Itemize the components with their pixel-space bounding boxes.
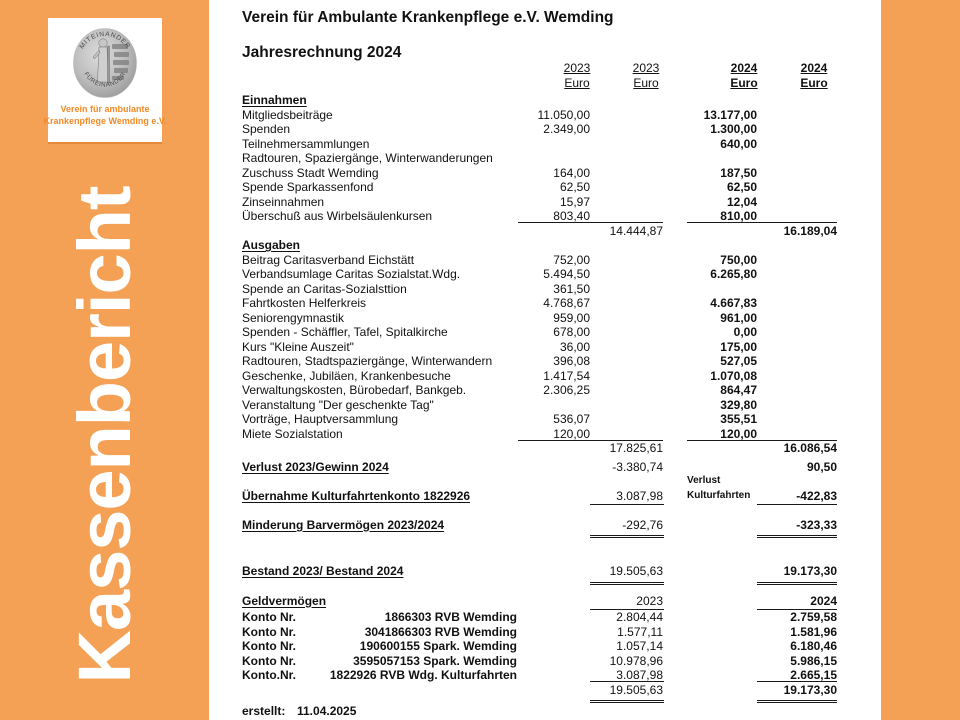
row-label: Minderung Barvermögen 2023/2024 [242, 517, 445, 532]
row-label: Spende an Caritas-Sozialsttion [242, 281, 407, 296]
amount-c3: 120,00 [720, 426, 757, 441]
amount-c4: 6.180,46 [790, 639, 837, 653]
amount-c3: 1.070,08 [710, 368, 757, 383]
table-row [209, 253, 881, 268]
table-row [209, 325, 881, 340]
row-label: Beitrag Caritasverband Eichstätt [242, 252, 415, 267]
unit-label: Euro [730, 75, 758, 90]
amount-c4: 2.665,15 [790, 668, 837, 682]
amount-c4: 19.173,30 [783, 564, 837, 578]
amount-c1: 2.349,00 [543, 122, 590, 136]
table-row [209, 564, 881, 579]
amount-c4: -323,33 [796, 517, 837, 532]
table-row [209, 224, 881, 239]
amount-c2: 2.804,44 [616, 610, 663, 624]
report-sheet [209, 0, 881, 720]
row-label: Mitgliedsbeiträge [242, 107, 333, 122]
right-orange-band [881, 0, 960, 720]
table-row [209, 267, 881, 282]
amount-c2: 3.087,98 [616, 488, 663, 503]
amount-c3: 13.177,00 [703, 107, 757, 122]
table-row [209, 683, 881, 698]
account-number: 3041866303 RVB Wemding [364, 624, 517, 639]
sum-rule [590, 582, 664, 585]
row-label: Übernahme Kulturfahrtenkonto 1822926 [242, 488, 471, 503]
table-row [209, 137, 881, 152]
amount-c2: 10.978,96 [609, 653, 663, 668]
sum-rule [518, 440, 663, 441]
sum-rule [757, 681, 837, 682]
amount-c4: 1.581,96 [790, 624, 837, 639]
year-label: 2023 [632, 61, 660, 75]
row-label: Verwaltungskosten, Bürobedarf, Bankgeb. [242, 383, 467, 397]
table-row [209, 441, 881, 456]
account-number: 1866303 RVB Wemding [384, 610, 517, 624]
account-number: 190600155 Spark. Wemding [359, 639, 517, 653]
report-title: Jahresrechnung 2024 [242, 44, 402, 61]
organization-title: Verein für Ambulante Krankenpflege e.V. Wemding [242, 9, 614, 26]
created-label: erstellt: [242, 703, 286, 718]
sum-rule [757, 504, 837, 505]
row-label: Miete Sozialstation [242, 426, 343, 441]
amount-c2: 17.825,61 [609, 441, 663, 455]
row-label: Spenden [242, 122, 291, 136]
sum-rule [518, 222, 663, 223]
amount-c1: 36,00 [559, 339, 590, 354]
table-row [209, 460, 881, 475]
column-headers [209, 61, 881, 91]
amount-c2: 14.444,87 [609, 223, 663, 238]
table-row [209, 369, 881, 384]
amount-c1: 5.494,50 [543, 267, 590, 281]
amount-c1: 361,50 [553, 281, 590, 296]
amount-c1: 62,50 [559, 180, 590, 194]
logo-org-name [43, 104, 166, 127]
table-row [209, 340, 881, 355]
amount-c1: 803,40 [553, 209, 590, 223]
table-row [209, 238, 881, 253]
amount-c2: 3.087,98 [616, 668, 663, 682]
row-label: Radtouren, Spaziergänge, Winterwanderungen [242, 151, 493, 165]
year-label: 2024 [800, 61, 828, 75]
row-label: Konto Nr. [242, 624, 296, 639]
amount-c1: 15,97 [559, 194, 590, 209]
sum-rule [590, 681, 664, 682]
table-row [209, 654, 881, 669]
table-row [209, 594, 881, 609]
row-label: Radtouren, Stadtspaziergänge, Winterwandern [242, 354, 493, 368]
medal-logo-icon [72, 26, 138, 100]
sum-rule [687, 222, 837, 223]
row-label: Veranstaltung "Der geschenkte Tag" [242, 397, 434, 412]
table-row [209, 180, 881, 195]
amount-c1: 4.768,67 [543, 296, 590, 310]
amount-c3: 527,05 [720, 354, 757, 368]
amount-c1: 120,00 [553, 426, 590, 441]
row-label: Bestand 2023/ Bestand 2024 [242, 564, 404, 578]
left-orange-band [0, 0, 209, 720]
amount-c1: 396,08 [553, 354, 590, 368]
amount-c3: 355,51 [720, 412, 757, 426]
sum-rule [757, 535, 837, 538]
amount-c2: 19.505,63 [609, 564, 663, 578]
unit-label: Euro [633, 75, 659, 90]
amount-c3: 62,50 [726, 180, 757, 194]
row-label: Überschuß aus Wirbelsäulenkursen [242, 209, 433, 223]
table-row [209, 383, 881, 398]
row-label: Einnahmen [242, 93, 307, 107]
row-label: Spenden - Schäffler, Tafel, Spitalkirche [242, 325, 448, 339]
note-line1: Verlust [687, 475, 721, 486]
amount-c1: 959,00 [553, 310, 590, 325]
row-label: Ausgaben [242, 238, 301, 252]
association-logo [43, 18, 167, 144]
sum-rule [687, 440, 837, 441]
column-header-4 [791, 61, 837, 90]
table-row [209, 195, 881, 210]
table-row [209, 296, 881, 311]
column-header-3 [721, 61, 767, 90]
amount-c4: 19.173,30 [783, 682, 837, 697]
row-label: Konto Nr. [242, 610, 296, 624]
logo-org-line2: Krankenpflege Wemding e.V. [43, 115, 167, 126]
row-label: Geldvermögen [242, 593, 327, 608]
financial-table [209, 93, 881, 718]
table-row [209, 354, 881, 369]
amount-c3: 1.300,00 [710, 122, 757, 136]
row-label: Zinseinnahmen [242, 194, 325, 209]
table-row [209, 108, 881, 123]
amount-c4: 16.189,04 [783, 223, 837, 238]
amount-c1: 164,00 [553, 165, 590, 180]
amount-c2: -3.380,74 [612, 459, 663, 474]
row-label: Teilnehmersammlungen [242, 136, 370, 151]
amount-c1: 678,00 [553, 325, 590, 339]
row-label: Zuschuss Stadt Wemding [242, 165, 379, 180]
amount-c3: 864,47 [720, 383, 757, 397]
table-row [209, 166, 881, 181]
row-label: Seniorengymnastik [242, 310, 345, 325]
table-row [209, 704, 881, 719]
year-label: 2023 [563, 61, 591, 75]
account-number: 1822926 RVB Wdg. Kulturfahrten [329, 668, 517, 682]
logo-org-line1: Verein für ambulante [60, 104, 150, 114]
amount-c2: -292,76 [622, 517, 663, 532]
row-spacer [209, 503, 881, 518]
amount-c1: 536,07 [553, 412, 590, 426]
table-row [209, 610, 881, 625]
amount-c1: 2.306,25 [543, 383, 590, 397]
row-label: Konto Nr. [242, 653, 296, 668]
amount-c3: 329,80 [720, 397, 757, 412]
table-row [209, 151, 881, 166]
row-spacer [209, 474, 881, 489]
table-row [209, 398, 881, 413]
created-date: 11.04.2025 [297, 703, 357, 718]
amount-c4: -422,83 [796, 488, 837, 503]
sum-rule [757, 582, 837, 585]
table-row [209, 639, 881, 654]
amount-c1: 1.417,54 [543, 368, 590, 383]
row-label: Fahrtkosten Helferkreis [242, 296, 367, 310]
amount-c3: 187,50 [720, 165, 757, 180]
logo-arc-bottom-text: FÜREINANDER [82, 70, 128, 89]
row-label: Verbandsumlage Caritas Sozialstat.Wdg. [242, 267, 461, 281]
amount-c3: 12,04 [726, 194, 757, 209]
sum-rule [590, 504, 664, 505]
table-row [209, 282, 881, 297]
amount-c2: 1.577,11 [617, 624, 663, 639]
table-row [209, 489, 881, 504]
amount-c4: 5.986,15 [790, 653, 837, 668]
row-label: Konto Nr. [242, 639, 296, 653]
table-row [209, 412, 881, 427]
amount-c3: 640,00 [720, 136, 757, 151]
row-label: Vorträge, Hauptversammlung [242, 412, 399, 426]
table-row [209, 122, 881, 137]
amount-c2: 1.057,14 [616, 639, 663, 653]
amount-c1: 11.050,00 [537, 107, 590, 122]
row-label: Kurs "Kleine Auszeit" [242, 339, 354, 354]
row-label: Konto.Nr. [242, 668, 296, 682]
amount-c3: 4.667,83 [710, 296, 757, 310]
amount-c2: 19.505,63 [609, 682, 663, 697]
amount-c4: 2.759,58 [790, 610, 837, 624]
row-label: Verlust 2023/Gewinn 2024 [242, 459, 389, 474]
amount-c3: 175,00 [720, 339, 757, 354]
column-header-2 [623, 61, 669, 90]
vertical-page-title: Kassenbericht [63, 186, 146, 684]
amount-c4: 90,50 [806, 459, 837, 474]
amount-c3: 961,00 [720, 310, 757, 325]
account-number: 3595057153 Spark. Wemding [353, 653, 517, 668]
amount-c3: 810,00 [720, 209, 757, 223]
table-row [209, 93, 881, 108]
table-row [209, 311, 881, 326]
amount-c3: 0,00 [733, 325, 757, 339]
column-header-1 [554, 61, 600, 90]
table-row [209, 518, 881, 533]
sum-rule [590, 535, 664, 538]
amount-c3: 750,00 [720, 252, 757, 267]
year-label: 2024 [730, 61, 758, 75]
amount-c4: 16.086,54 [783, 441, 837, 455]
amount-c4: 2024 [810, 593, 837, 608]
table-row [209, 625, 881, 640]
row-label: Geschenke, Jubiläen, Krankenbesuche [242, 368, 451, 383]
unit-label: Euro [564, 75, 590, 90]
kulturfahrten-note [687, 474, 750, 503]
row-label: Spende Sparkassenfond [242, 180, 374, 194]
amount-c2: 2023 [636, 593, 663, 608]
unit-label: Euro [800, 75, 828, 90]
logo-arc-top-text: MITEINANDER [78, 30, 132, 51]
amount-c3: 6.265,80 [710, 267, 757, 281]
note-line2: Kulturfahrten [687, 489, 751, 501]
amount-c1: 752,00 [553, 252, 590, 267]
